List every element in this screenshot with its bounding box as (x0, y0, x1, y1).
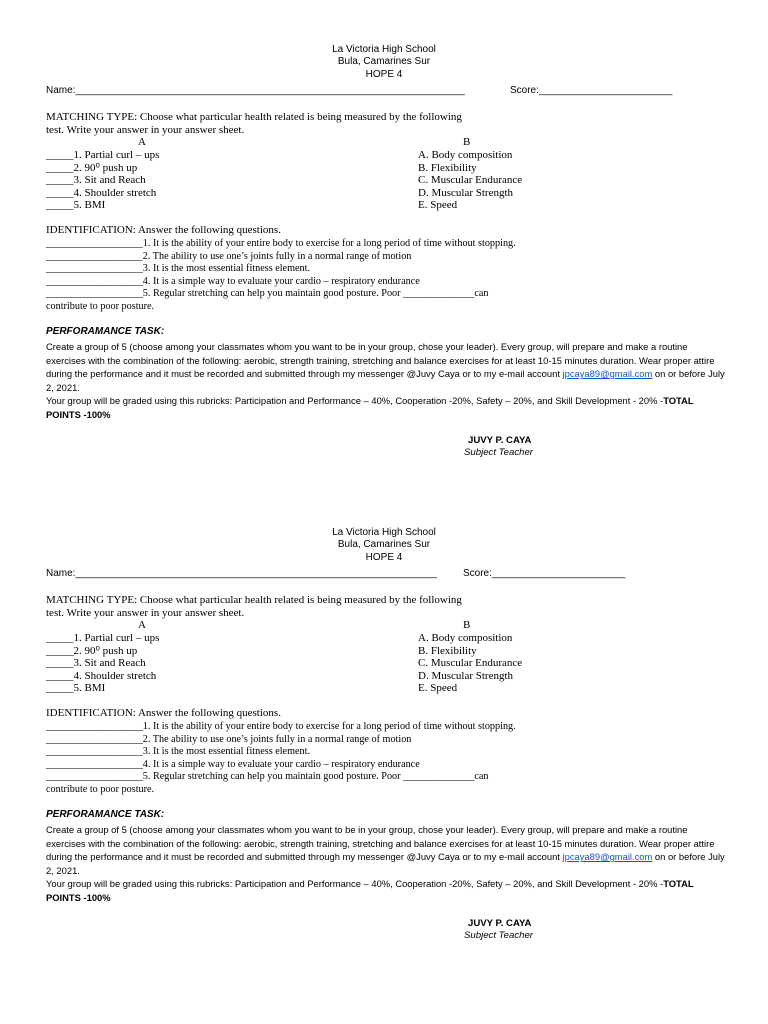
matching-column-a (46, 149, 159, 212)
identification-item: ___________________5. Regular stretching can help you maintain good posture. Poor ______________can (46, 288, 489, 300)
subject-title: HOPE 4 (365, 552, 403, 563)
matching-choice: C. Muscular Endurance (418, 657, 523, 670)
matching-item: _____4. Shoulder stretch (46, 669, 157, 682)
matching-choice: B. Flexibility (418, 161, 477, 174)
matching-item: _____4. Shoulder stretch (46, 186, 157, 199)
identification-item: ___________________4. It is a simple way to evaluate your cardio – respiratory endurance (46, 758, 420, 770)
identification-item: ___________________2. The ability to use one’s joints fully in a normal range of motion (46, 733, 412, 745)
matching-item: _____1. Partial curl – ups (46, 149, 160, 161)
identification-instruction: IDENTIFICATION: Answer the following questions. (46, 224, 281, 236)
identification-item: ___________________4. It is a simple way to evaluate your cardio – respiratory endurance (46, 275, 420, 287)
matching-choice: B. Flexibility (418, 644, 477, 657)
matching-choice: C. Muscular Endurance (418, 174, 523, 187)
column-a-header: A (138, 619, 146, 631)
matching-choice: E. Speed (418, 199, 458, 212)
identification-items (46, 721, 516, 797)
subject-title: HOPE 4 (365, 69, 403, 80)
teacher-name: JUVY P. CAYA (468, 918, 532, 929)
email-link[interactable]: jpcaya89@gmail.com (562, 368, 653, 380)
performance-task-title: PERFORAMANCE TASK: (46, 326, 165, 337)
name-field: Name:_________________________________________________________________ (46, 568, 437, 579)
performance-task-deadline: on or before July 2, 2021. (46, 368, 725, 393)
identification-instruction: IDENTIFICATION: Answer the following questions. (46, 707, 281, 719)
total-points: TOTAL POINTS -100% (46, 395, 694, 420)
matching-choice: A. Body composition (418, 632, 513, 644)
identification-continuation: contribute to poor posture. (46, 783, 155, 795)
total-points: TOTAL POINTS -100% (46, 878, 694, 903)
identification-item: ___________________1. It is the ability of your entire body to exercise for a long period of time without stopping. (46, 238, 516, 249)
matching-column-a (46, 632, 159, 695)
matching-item: _____2. 90⁰ push up (46, 644, 138, 657)
identification-continuation: contribute to poor posture. (46, 300, 155, 312)
teacher-role: Subject Teacher (464, 930, 533, 941)
identification-item: ___________________3. It is the most essential fitness element. (46, 746, 310, 758)
column-a-header: A (138, 136, 146, 148)
school-location: Bula, Camarines Sur (337, 539, 431, 550)
teacher-name: JUVY P. CAYA (468, 435, 532, 446)
score-field: Score:________________________ (463, 568, 626, 579)
performance-task-title: PERFORAMANCE TASK: (46, 809, 165, 820)
school-name: La Victoria High School (332, 44, 436, 55)
column-b-header: B (463, 619, 471, 631)
identification-items (46, 238, 516, 314)
performance-task-body (46, 340, 726, 422)
school-location: Bula, Camarines Sur (337, 56, 431, 67)
performance-task-body (46, 823, 726, 905)
teacher-role: Subject Teacher (464, 447, 533, 458)
identification-item: ___________________1. It is the ability of your entire body to exercise for a long period of time without stopping. (46, 721, 516, 732)
identification-item: ___________________5. Regular stretching can help you maintain good posture. Poor ______________can (46, 771, 489, 783)
performance-task-text: Create a group of 5 (choose among your classmates whom you want to be in your group, chose your leader). Every group, will prepare and make a routine exercises with the combination of the following: aerobic, strength training, stretching and balance exercises for at least 10-15 minutes duration. Wear proper attire during the performance and it must be recorded and submitted through my messenger @Juvy Caya or to my e-mail account (46, 824, 715, 863)
score-field: Score:________________________ (510, 85, 673, 96)
matching-column-b (418, 632, 522, 695)
matching-column-b (418, 149, 522, 212)
matching-item: _____3. Sit and Reach (46, 657, 146, 670)
email-link[interactable]: jpcaya89@gmail.com (562, 851, 653, 863)
matching-choice: D. Muscular Strength (418, 186, 514, 199)
matching-choice: A. Body composition (418, 149, 513, 161)
identification-item: ___________________3. It is the most essential fitness element. (46, 263, 310, 275)
matching-instruction: MATCHING TYPE: Choose what particular health related is being measured by the following test. Write your answer in your answer sheet. (46, 594, 462, 619)
identification-item: ___________________2. The ability to use one’s joints fully in a normal range of motion (46, 250, 412, 262)
name-field: Name:______________________________________________________________________ (46, 85, 465, 96)
grading-rubric: Your group will be graded using this rubricks: Participation and Performance – 40%, Cooperation -20%, Safety – 20%, and Skill Development - 20% - (46, 395, 664, 407)
matching-item: _____3. Sit and Reach (46, 174, 146, 187)
matching-choice: E. Speed (418, 682, 458, 695)
performance-task-deadline: on or before July 2, 2021. (46, 851, 725, 876)
matching-item: _____5. BMI (46, 199, 106, 212)
school-name: La Victoria High School (332, 527, 436, 538)
matching-item: _____1. Partial curl – ups (46, 632, 160, 644)
matching-item: _____2. 90⁰ push up (46, 161, 138, 174)
matching-instruction: MATCHING TYPE: Choose what particular health related is being measured by the following test. Write your answer in your answer sheet. (46, 111, 462, 136)
matching-choice: D. Muscular Strength (418, 669, 514, 682)
matching-item: _____5. BMI (46, 682, 106, 695)
column-b-header: B (463, 136, 471, 148)
grading-rubric: Your group will be graded using this rubricks: Participation and Performance – 40%, Cooperation -20%, Safety – 20%, and Skill Development - 20% - (46, 878, 664, 890)
performance-task-text: Create a group of 5 (choose among your classmates whom you want to be in your group, chose your leader). Every group, will prepare and make a routine exercises with the combination of the following: aerobic, strength training, stretching and balance exercises for at least 10-15 minutes duration. Wear proper attire during the performance and it must be recorded and submitted through my messenger @Juvy Caya or to my e-mail account (46, 341, 715, 380)
